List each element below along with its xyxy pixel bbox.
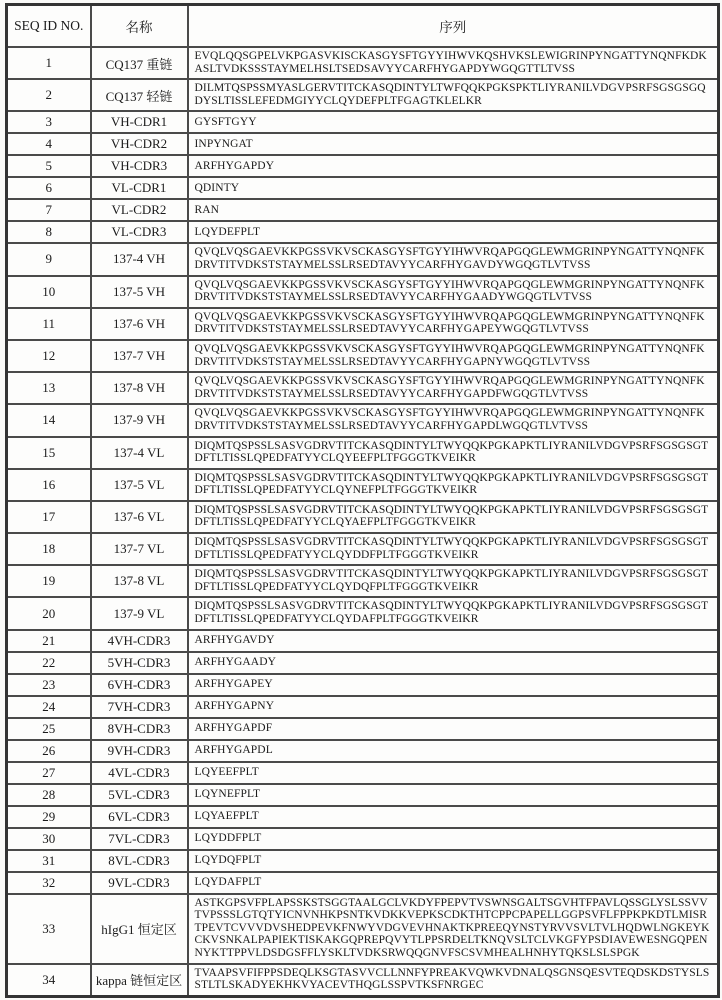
sequence-cell: DIQMTQSPSSLSASVGDRVTITCKASQDINTYLTWYQQKPGKAPKTLIYRANILVDGVPSRFSGSGSGTDFTLTISSLQPEDFATYYCLQYDAFPLTFGGGTKVEIKR — [188, 597, 719, 629]
table-row — [7, 437, 719, 469]
name-cell: 137-4 VH — [91, 243, 188, 275]
table-row — [7, 221, 719, 243]
sequence-cell: LQYDDFPLT — [188, 828, 719, 850]
table-row — [7, 828, 719, 850]
name-cell: VH-CDR2 — [91, 133, 188, 155]
seq-id-cell: 22 — [7, 652, 91, 674]
name-cell: 4VH-CDR3 — [91, 630, 188, 652]
sequence-cell: LQYEEFPLT — [188, 762, 719, 784]
sequence-cell: QVQLVQSGAEVKKPGSSVKVSCKASGYSFTGYYIHWVRQAPGQGLEWMGRINPYNGATTYNQNFKDRVTITVDKSTSTAYMELSSLRSEDTAVYYCARFHYGAADYWGQGTLVTVSS — [188, 276, 719, 308]
seq-id-cell: 9 — [7, 243, 91, 275]
table-row — [7, 243, 719, 275]
sequence-cell: ARFHYGAPEY — [188, 674, 719, 696]
sequence-cell: DIQMTQSPSSLSASVGDRVTITCKASQDINTYLTWYQQKPGKAPKTLIYRANILVDGVPSRFSGSGSGTDFTLTISSLQPEDFATYYCLQYEEFPLTFGGGTKVEIKR — [188, 437, 719, 469]
sequence-cell: QVQLVQSGAEVKKPGSSVKVSCKASGYSFTGYYIHWVRQAPGQGLEWMGRINPYNGATTYNQNFKDRVTITVDKSTSTAYMELSSLRSEDTAVYYCARFHYGAPDLWGQGTLVTVSS — [188, 404, 719, 436]
table-row — [7, 674, 719, 696]
name-cell: 5VH-CDR3 — [91, 652, 188, 674]
seq-id-cell: 8 — [7, 221, 91, 243]
sequence-cell: ARFHYGAADY — [188, 652, 719, 674]
sequence-cell: ARFHYGAPNY — [188, 696, 719, 718]
seq-id-cell: 26 — [7, 740, 91, 762]
table-row — [7, 79, 719, 111]
name-cell: 137-8 VH — [91, 372, 188, 404]
name-cell: 137-7 VL — [91, 533, 188, 565]
seq-id-cell: 30 — [7, 828, 91, 850]
table-row — [7, 696, 719, 718]
table-row — [7, 718, 719, 740]
name-cell: 137-8 VL — [91, 565, 188, 597]
sequence-cell: LQYDEFPLT — [188, 221, 719, 243]
seq-id-cell: 25 — [7, 718, 91, 740]
seq-id-cell: 10 — [7, 276, 91, 308]
seq-id-cell: 4 — [7, 133, 91, 155]
seq-id-cell: 15 — [7, 437, 91, 469]
name-cell: VL-CDR3 — [91, 221, 188, 243]
sequence-cell: QVQLVQSGAEVKKPGSSVKVSCKASGYSFTGYYIHWVRQAPGQGLEWMGRINPYNGATTYNQNFKDRVTITVDKSTSTAYMELSSLRSEDTAVYYCARFHYGAPEYWGQGTLVTVSS — [188, 308, 719, 340]
seq-id-cell: 13 — [7, 372, 91, 404]
table-row — [7, 47, 719, 79]
table-row — [7, 565, 719, 597]
sequence-cell: QVQLVQSGAEVKKPGSSVKVSCKASGYSFTGYYIHWVRQAPGQGLEWMGRINPYNGATTYNQNFKDRVTITVDKSTSTAYMELSSLRSEDTAVYYCARFHYGAPNYWGQGTLVTVSS — [188, 340, 719, 372]
name-cell: CQ137 重链 — [91, 47, 188, 79]
name-cell: 137-6 VL — [91, 501, 188, 533]
table-row — [7, 372, 719, 404]
sequence-cell: ARFHYGAPDF — [188, 718, 719, 740]
sequence-cell: LQYAEFPLT — [188, 806, 719, 828]
table-row — [7, 806, 719, 828]
name-cell: 9VL-CDR3 — [91, 872, 188, 894]
sequence-cell: ARFHYGAPDY — [188, 155, 719, 177]
name-cell: 7VL-CDR3 — [91, 828, 188, 850]
sequence-cell: RAN — [188, 199, 719, 221]
seq-id-cell: 27 — [7, 762, 91, 784]
name-cell: 137-5 VL — [91, 469, 188, 501]
name-cell: VL-CDR2 — [91, 199, 188, 221]
sequence-cell: LQYNEFPLT — [188, 784, 719, 806]
seq-id-cell: 23 — [7, 674, 91, 696]
table-body — [7, 47, 719, 996]
seq-id-cell: 33 — [7, 894, 91, 964]
sequence-cell: DIQMTQSPSSLSASVGDRVTITCKASQDINTYLTWYQQKPGKAPKTLIYRANILVDGVPSRFSGSGSGTDFTLTISSLQPEDFATYYCLQYDQFPLTFGGGTKVEIKR — [188, 565, 719, 597]
table-row — [7, 469, 719, 501]
seq-id-cell: 12 — [7, 340, 91, 372]
seq-id-cell: 1 — [7, 47, 91, 79]
table-row — [7, 597, 719, 629]
table-row — [7, 133, 719, 155]
seq-id-cell: 11 — [7, 308, 91, 340]
name-cell: 9VH-CDR3 — [91, 740, 188, 762]
sequence-cell: DILMTQSPSSMYASLGERVTITCKASQDINTYLTWFQQKPGKSPKTLIYRANILVDGVPSRFSGSGSGQDYSLTISSLEFEDMGIYYCLQYDEFPLTFGAGTKLELKR — [188, 79, 719, 111]
name-cell: 137-4 VL — [91, 437, 188, 469]
name-cell: VH-CDR3 — [91, 155, 188, 177]
table-row — [7, 340, 719, 372]
sequence-cell: QDINTY — [188, 177, 719, 199]
seq-id-cell: 17 — [7, 501, 91, 533]
seq-id-cell: 34 — [7, 964, 91, 997]
name-cell: VL-CDR1 — [91, 177, 188, 199]
seq-id-cell: 14 — [7, 404, 91, 436]
header-name: 名称 — [91, 5, 188, 48]
seq-id-cell: 28 — [7, 784, 91, 806]
seq-id-cell: 24 — [7, 696, 91, 718]
header-sequence: 序列 — [188, 5, 719, 48]
sequence-cell: ARFHYGAVDY — [188, 630, 719, 652]
seq-id-cell: 18 — [7, 533, 91, 565]
sequence-cell: LQYDAFPLT — [188, 872, 719, 894]
name-cell: 137-5 VH — [91, 276, 188, 308]
table-row — [7, 872, 719, 894]
sequence-cell: INPYNGAT — [188, 133, 719, 155]
table-row — [7, 964, 719, 997]
name-cell: 137-9 VL — [91, 597, 188, 629]
name-cell: 137-9 VH — [91, 404, 188, 436]
table-row — [7, 404, 719, 436]
table-row — [7, 111, 719, 133]
seq-id-cell: 5 — [7, 155, 91, 177]
name-cell: VH-CDR1 — [91, 111, 188, 133]
name-cell: CQ137 轻链 — [91, 79, 188, 111]
name-cell: 137-7 VH — [91, 340, 188, 372]
table-row — [7, 652, 719, 674]
seq-id-cell: 3 — [7, 111, 91, 133]
seq-id-cell: 20 — [7, 597, 91, 629]
table-row — [7, 850, 719, 872]
seq-id-cell: 6 — [7, 177, 91, 199]
seq-id-cell: 32 — [7, 872, 91, 894]
sequence-cell: DIQMTQSPSSLSASVGDRVTITCKASQDINTYLTWYQQKPGKAPKTLIYRANILVDGVPSRFSGSGSGTDFTLTISSLQPEDFATYYCLQYNEFPLTFGGGTKVEIKR — [188, 469, 719, 501]
seq-id-cell: 19 — [7, 565, 91, 597]
name-cell: 8VL-CDR3 — [91, 850, 188, 872]
table-row — [7, 894, 719, 964]
name-cell: 5VL-CDR3 — [91, 784, 188, 806]
seq-id-cell: 31 — [7, 850, 91, 872]
table-row — [7, 276, 719, 308]
sequence-cell: DIQMTQSPSSLSASVGDRVTITCKASQDINTYLTWYQQKPGKAPKTLIYRANILVDGVPSRFSGSGSGTDFTLTISSLQPEDFATYYCLQYDDFPLTFGGGTKVEIKR — [188, 533, 719, 565]
table-row — [7, 199, 719, 221]
table-row — [7, 177, 719, 199]
table-header — [7, 5, 719, 48]
name-cell: kappa 链恒定区 — [91, 964, 188, 997]
table-row — [7, 308, 719, 340]
table-row — [7, 533, 719, 565]
seq-id-cell: 29 — [7, 806, 91, 828]
name-cell: 6VL-CDR3 — [91, 806, 188, 828]
sequence-cell: DIQMTQSPSSLSASVGDRVTITCKASQDINTYLTWYQQKPGKAPKTLIYRANILVDGVPSRFSGSGSGTDFTLTISSLQPEDFATYYCLQYAEFPLTFGGGTKVEIKR — [188, 501, 719, 533]
table-row — [7, 740, 719, 762]
name-cell: 4VL-CDR3 — [91, 762, 188, 784]
sequence-cell: QVQLVQSGAEVKKPGSSVKVSCKASGYSFTGYYIHWVRQAPGQGLEWMGRINPYNGATTYNQNFKDRVTITVDKSTSTAYMELSSLRSEDTAVYYCARFHYGAVDYWGQGTLVTVSS — [188, 243, 719, 275]
name-cell: hIgG1 恒定区 — [91, 894, 188, 964]
sequence-table — [5, 3, 720, 998]
sequence-cell: TVAAPSVFIFPPSDEQLKSGTASVVCLLNNFYPREAKVQWKVDNALQSGNSQESVTEQDSKDSTYSLSSTLTLSKADYEKHKVYACEVTHQGLSSPVTKSFNRGEC — [188, 964, 719, 997]
name-cell: 137-6 VH — [91, 308, 188, 340]
name-cell: 8VH-CDR3 — [91, 718, 188, 740]
seq-id-cell: 21 — [7, 630, 91, 652]
sequence-cell: EVQLQQSGPELVKPGASVKISCKASGYSFTGYYIHWVKQSHVKSLEWIGRINPYNGATTYNQNFKDKASLTVDKSSSTAYMELHSLTSEDSAVYYCARFHYGAPDYWGQGTTLTVSS — [188, 47, 719, 79]
table-row — [7, 784, 719, 806]
sequence-cell: QVQLVQSGAEVKKPGSSVKVSCKASGYSFTGYYIHWVRQAPGQGLEWMGRINPYNGATTYNQNFKDRVTITVDKSTSTAYMELSSLRSEDTAVYYCARFHYGAPDFWGQGTLVTVSS — [188, 372, 719, 404]
seq-id-cell: 7 — [7, 199, 91, 221]
sequence-cell: ARFHYGAPDL — [188, 740, 719, 762]
name-cell: 6VH-CDR3 — [91, 674, 188, 696]
table-row — [7, 155, 719, 177]
seq-id-cell: 2 — [7, 79, 91, 111]
header-row — [7, 5, 719, 48]
name-cell: 7VH-CDR3 — [91, 696, 188, 718]
table-row — [7, 501, 719, 533]
sequence-cell: ASTKGPSVFPLAPSSKSTSGGTAALGCLVKDYFPEPVTVSWNSGALTSGVHTFPAVLQSSGLYSLSSVVTVPSSSLGTQTYICNVNHKPSNTKVDKKVEPKSCDKTHTCPPCPAPELLGGPSVFLFPPKPKDTLMISRTPEVTCVVVDVSHEDPEVKFNWYVDGVEVHNAKTKPREEQYNSTYRVVSVLTVLHQDWLNGKEYKCKVSNKALPAPIEKTISKAKGQPREPQVYTLPPSRDELTKNQVSLTCLVKGFYPSDIAVEWESNGQPENNYKTTPPVLDSDGSFFLYSKLTVDKSRWQQGNVFSCSVMHEALHNHYTQKSLSLSPGK — [188, 894, 719, 964]
sequence-cell: GYSFTGYY — [188, 111, 719, 133]
header-seq-id-no: SEQ ID NO. — [7, 5, 91, 48]
table-row — [7, 630, 719, 652]
table-row — [7, 762, 719, 784]
sequence-cell: LQYDQFPLT — [188, 850, 719, 872]
seq-id-cell: 16 — [7, 469, 91, 501]
